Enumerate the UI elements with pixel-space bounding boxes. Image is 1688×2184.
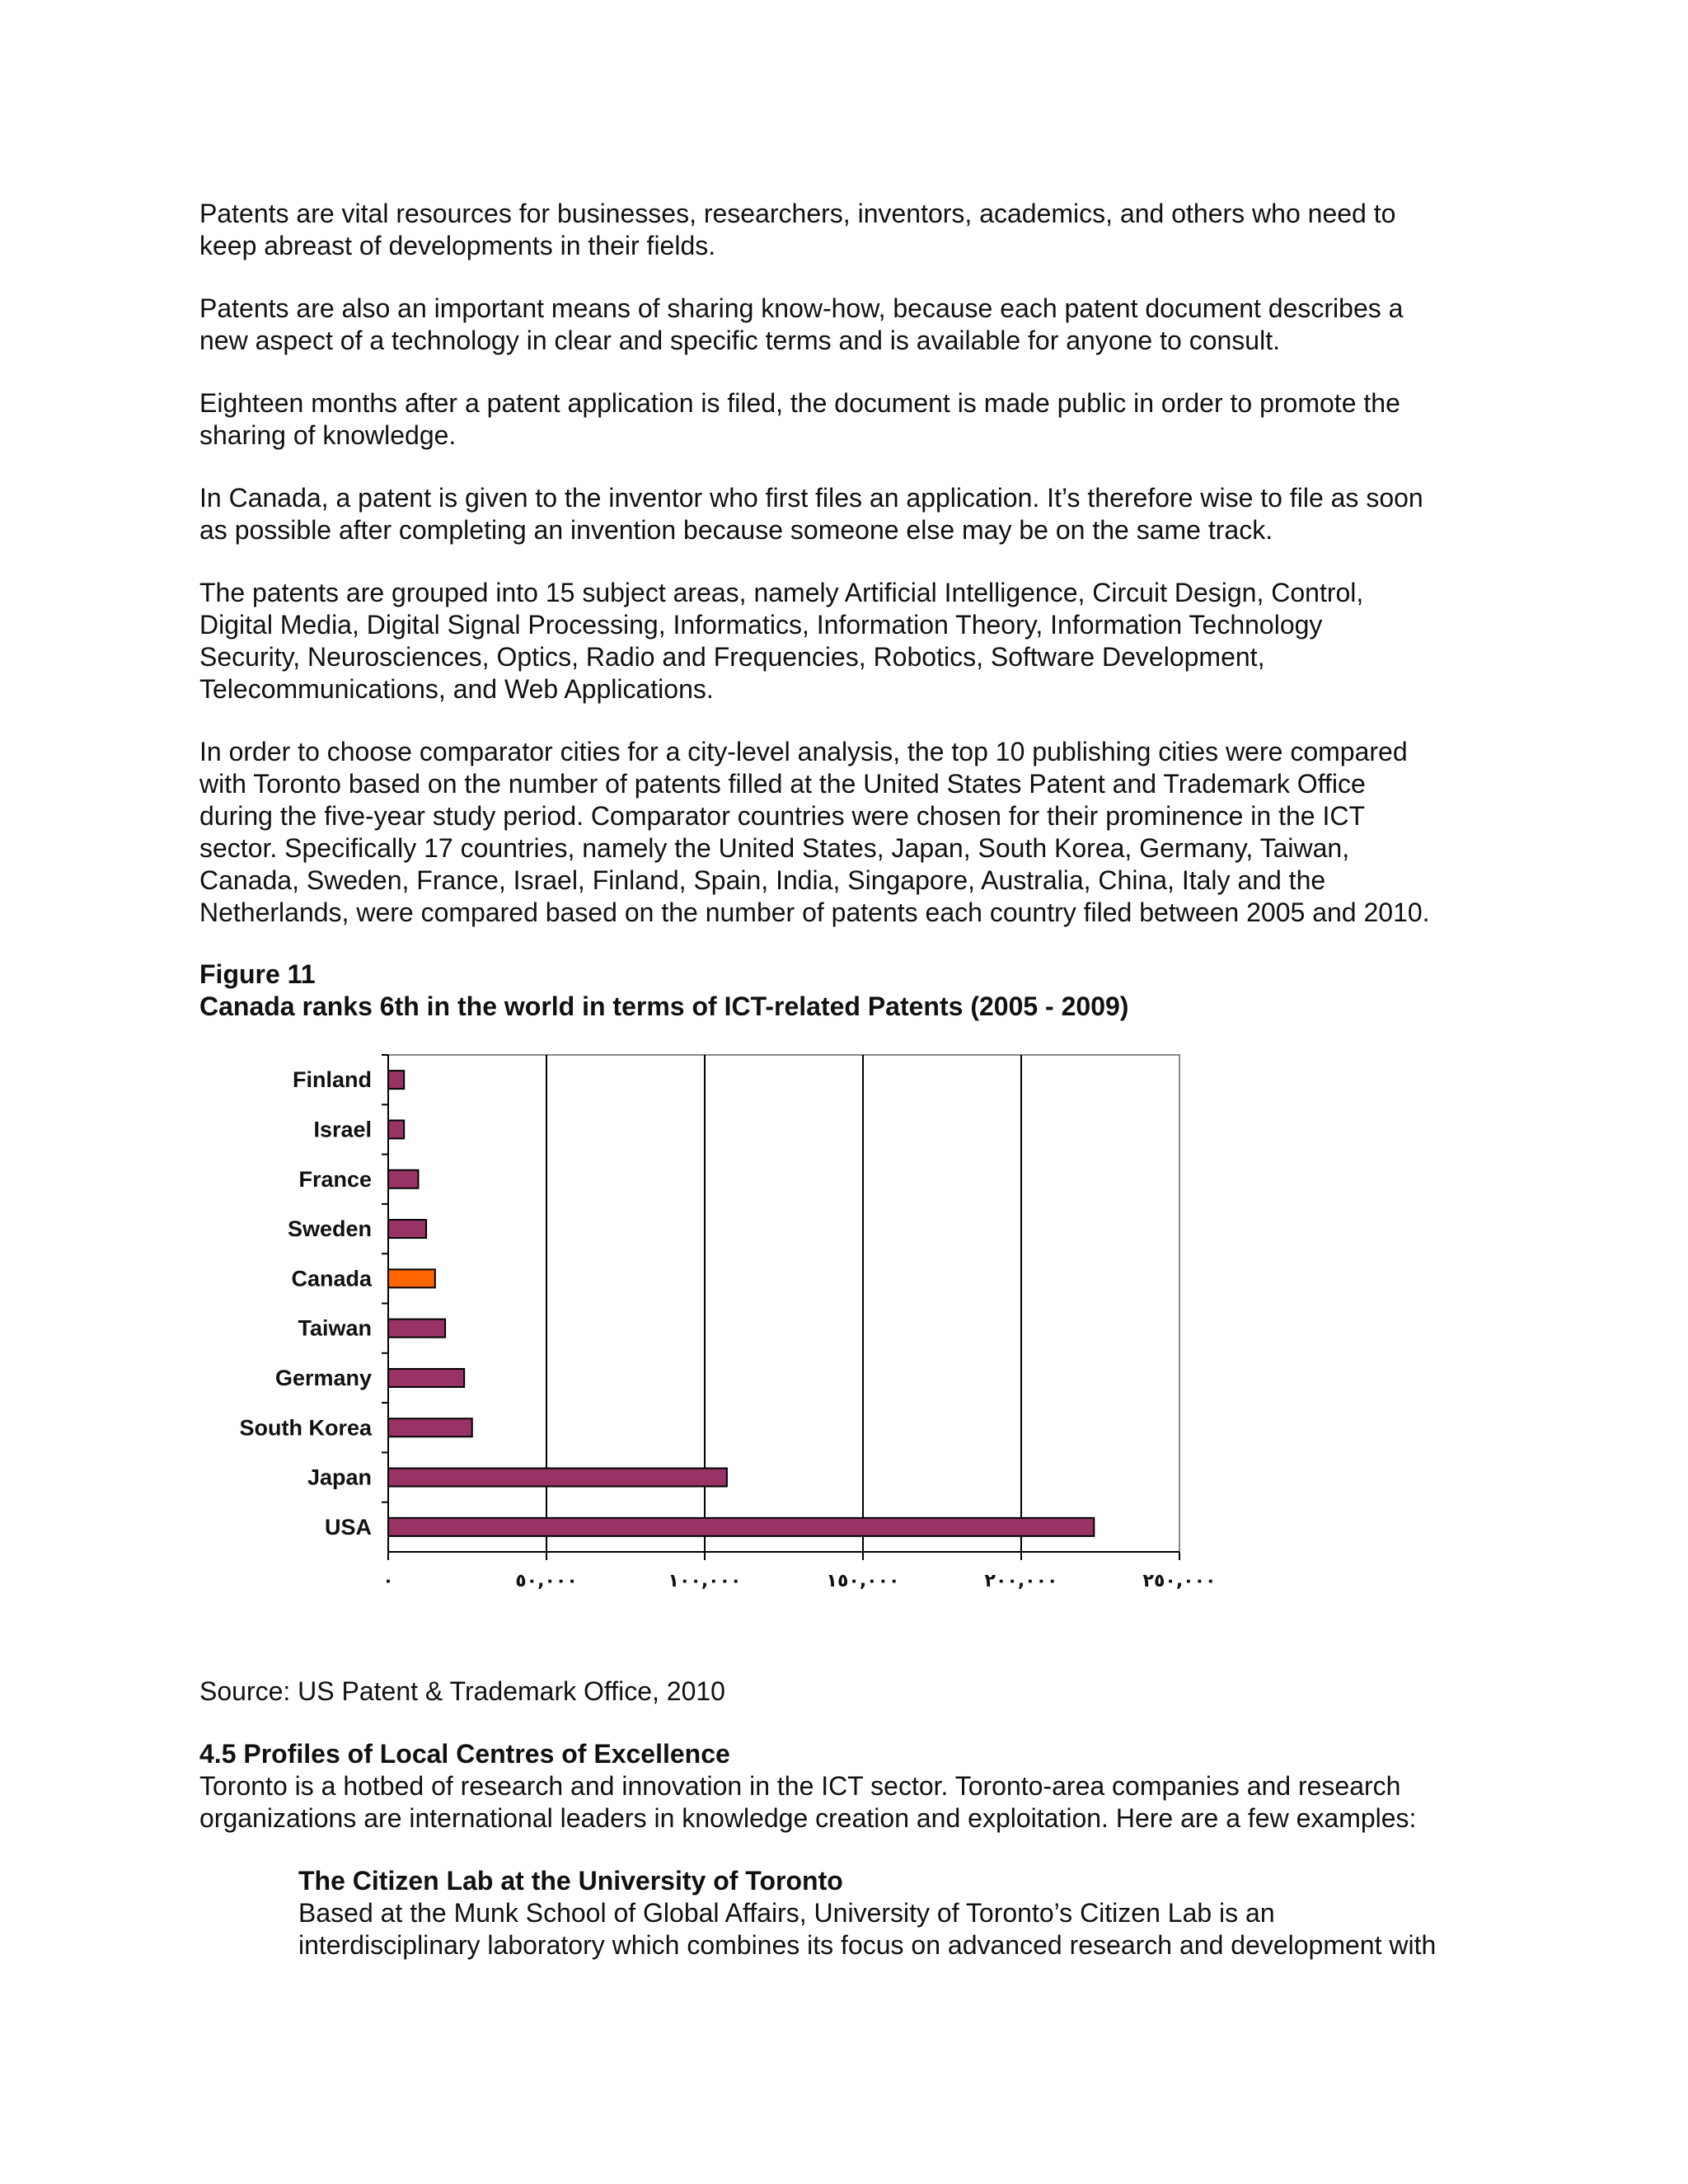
section-heading: 4.5 Profiles of Local Centres of Excellence bbox=[199, 1739, 730, 1769]
category-label: Israel bbox=[313, 1117, 372, 1142]
paragraph-subject-areas: The patents are grouped into 15 subject areas, namely Artificial Intelligence, Circuit Design, Control, Digital Media, Digital Signal Processing, Informatics, Information Theory, Information Technology Security, Neurosciences, Optics, Radio and Frequencies, Robotics, Software Development, Telecommunications, and Web Applications. bbox=[199, 578, 1364, 704]
bar-canada bbox=[388, 1269, 435, 1287]
x-tick-label: ٢٠٠,٠٠٠ bbox=[984, 1571, 1058, 1591]
paragraph-eighteen-months: Eighteen months after a patent application is filed, the document is made public in order to promote the sharing of knowledge. bbox=[199, 388, 1400, 450]
figure-label: Figure 11 bbox=[199, 959, 316, 989]
figure-source: Source: US Patent & Trademark Office, 2010 bbox=[199, 1676, 725, 1706]
x-tick-label: ٢٥٠,٠٠٠ bbox=[1142, 1571, 1217, 1591]
bar-japan bbox=[388, 1469, 727, 1487]
citizen-lab-body: Based at the Munk School of Global Affairs, University of Toronto’s Citizen Lab is an interdisciplinary laboratory which combines its focus on advanced research and development with bbox=[298, 1898, 1437, 1960]
category-label: Sweden bbox=[287, 1216, 372, 1242]
bar-finland bbox=[388, 1071, 404, 1089]
category-label: USA bbox=[324, 1514, 372, 1540]
bar-france bbox=[388, 1170, 418, 1188]
bar-israel bbox=[388, 1120, 404, 1138]
category-label: Taiwan bbox=[298, 1315, 372, 1341]
paragraph-patents-vital: Patents are vital resources for businesses, researchers, inventors, academics, and others who need to keep abreast of developments in their fields. bbox=[199, 199, 1396, 260]
paragraph-comparator-cities: In order to choose comparator cities for a city-level analysis, the top 10 publishing cities were compared with Toronto based on the number of patents filled at the United States Patent and Trademark Office during the five-year study period. Comparator countries were chosen for their prominence in the ICT sector. Specifically 17 countries, namely the United States, Japan, South Korea, Germany, Taiwan, Canada, Sweden, France, Israel, Finland, Spain, India, Singapore, Australia, China, Italy and the Netherlands, were compared based on the number of patents each country filed between 2005 and 2010. bbox=[199, 737, 1430, 927]
x-tick-label: ٠ bbox=[382, 1571, 394, 1591]
category-label: Finland bbox=[293, 1067, 372, 1093]
bar-usa bbox=[388, 1518, 1094, 1536]
bar-sweden bbox=[388, 1220, 426, 1238]
citizen-lab-heading: The Citizen Lab at the University of Toronto bbox=[298, 1866, 843, 1896]
category-label: France bbox=[298, 1166, 372, 1192]
bar-taiwan bbox=[388, 1319, 445, 1338]
x-tick-label: ١٥٠,٠٠٠ bbox=[826, 1571, 900, 1591]
category-label: Germany bbox=[274, 1365, 372, 1390]
category-label: South Korea bbox=[239, 1415, 372, 1441]
bar-germany bbox=[388, 1369, 464, 1387]
bar-south-korea bbox=[388, 1418, 472, 1436]
figure-title: Canada ranks 6th in the world in terms of ICT-related Patents (2005 - 2009) bbox=[199, 991, 1129, 1021]
category-label: Canada bbox=[291, 1266, 372, 1291]
category-label: Japan bbox=[307, 1465, 372, 1490]
paragraph-sharing-know-how: Patents are also an important means of sharing know-how, because each patent document describes a new aspect of a technology in clear and specific terms and is available for anyone to consult. bbox=[199, 293, 1404, 355]
section-body: Toronto is a hotbed of research and innovation in the ICT sector. Toronto-area companies and research organizations are international leaders in knowledge creation and exploitation. Here are a few examples: bbox=[199, 1771, 1417, 1833]
paragraph-canada-first-to-file: In Canada, a patent is given to the inventor who first files an application. It’s therefore wise to file as soon as possible after completing an invention because someone else may be on the same track. bbox=[199, 483, 1423, 545]
x-tick-label: ١٠٠,٠٠٠ bbox=[668, 1571, 742, 1591]
x-tick-label: ٥٠,٠٠٠ bbox=[515, 1571, 578, 1591]
